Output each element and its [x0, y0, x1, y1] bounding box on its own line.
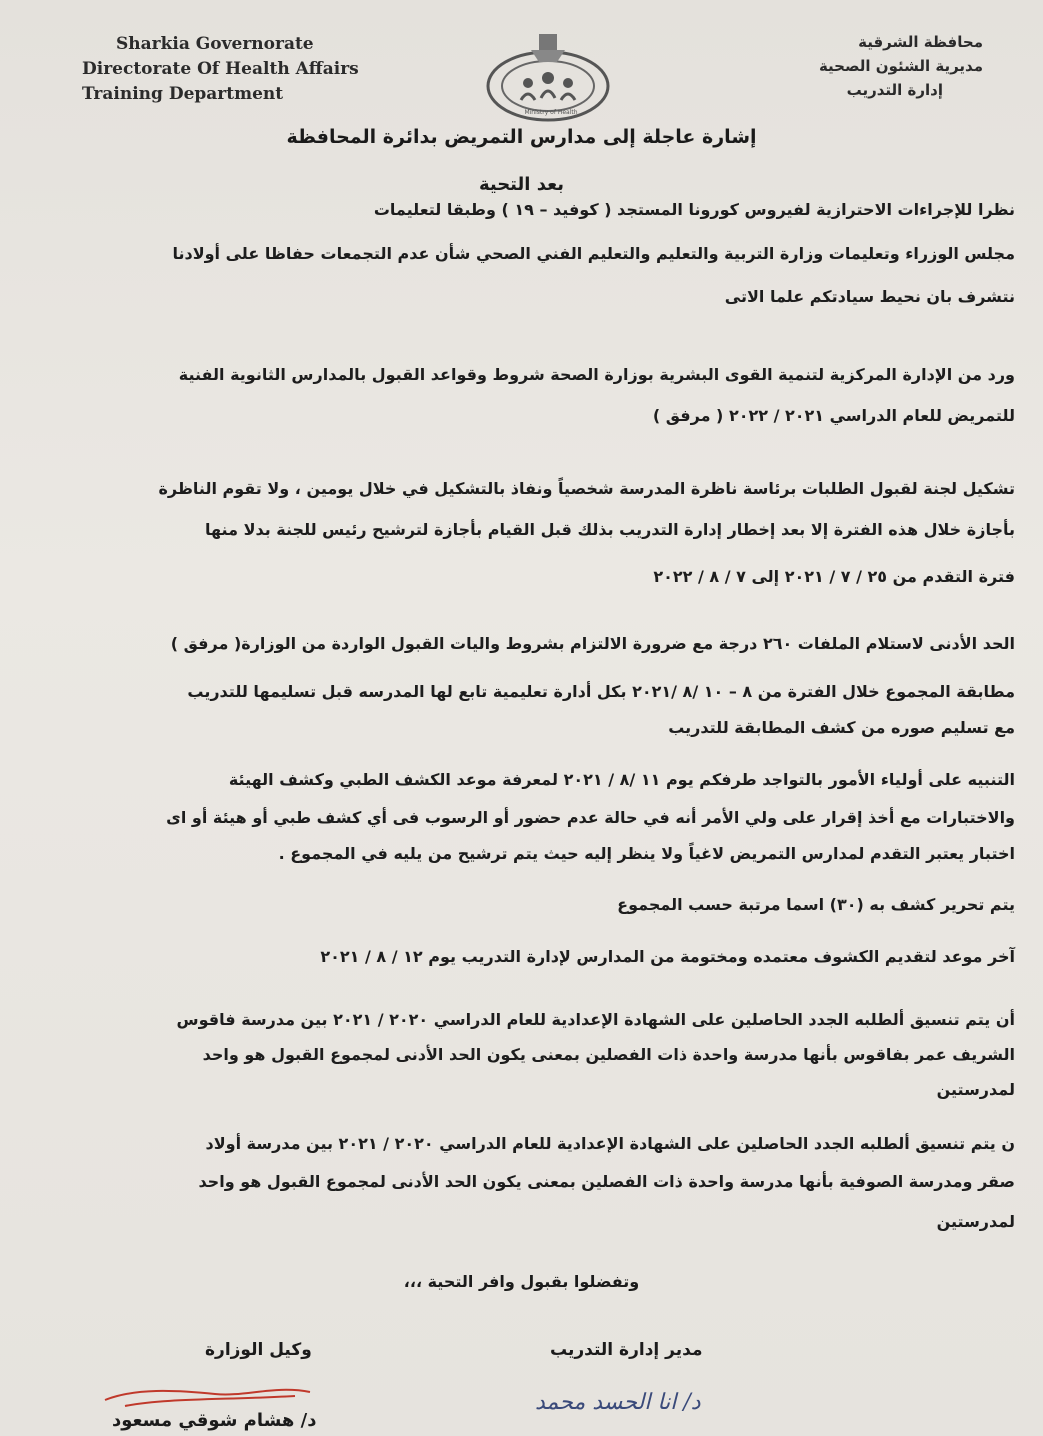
body-line: أن يتم تنسيق ألطلبه الجدد الحاصلين على الشهادة الإعدادية للعام الدراسي ٢٠٢٠ / ٢٠٢١ بين مدرسة فاقوس [176, 1010, 1015, 1029]
body-line: فترة التقدم من ٢٥ / ٧ / ٢٠٢١ إلى ٧ / ٨ / ٢٠٢٢ [653, 567, 1015, 586]
body-line: اختبار يعتبر التقدم لمدارس التمريض لاغياً ولا ينظر إليه حيث يتم ترشيح من يليه في المجموع . [278, 844, 1015, 863]
body-line: نظرا للإجراءات الاحترازية لفيروس كورونا المستجد ( كوفيد – ١٩ ) وطبقا لتعليمات [373, 200, 1015, 219]
body-line: صقر ومدرسة الصوفية بأنها مدرسة واحدة ذات الفصلين بمعنى يكون الحد الأدنى لمجموع القبول هو واحد [198, 1172, 1015, 1191]
body-line: للتمريض للعام الدراسي ٢٠٢١ / ٢٠٢٢ ( مرفق ) [652, 406, 1015, 425]
logo-text: Ministry of Health [524, 109, 578, 116]
body-line: تشكيل لجنة لقبول الطلبات برئاسة ناظرة المدرسة شخصياً ونفاذ بالتشكيل في خلال يومين ، ولا تقوم الناظرة [158, 479, 1015, 498]
ministry-logo [483, 28, 613, 123]
signature-title-right: مدير إدارة التدريب [550, 1340, 703, 1360]
signature-name-left: د/ هشام شوقي مسعود [112, 1410, 317, 1431]
body-line: والاختبارات مع أخذ إقرار على ولي الأمر أنه في حالة عدم حضور أو الرسوب فى أي كشف طبي أو هيئة أو اى [166, 808, 1015, 827]
header-en-line-2: Directorate Of Health Affairs [82, 59, 359, 79]
header-english [82, 32, 359, 107]
body-line: مجلس الوزراء وتعليمات وزارة التربية والتعليم والتعليم الفني الصحي شأن عدم التجمعات حفاظا على أولادنا [172, 244, 1015, 263]
header-ar-line-1: محافظة الشرقية [858, 33, 983, 51]
header-ar-line-2: مديرية الشئون الصحية [818, 57, 983, 75]
closing-line: وتفضلوا بقبول وافر التحية ،،، [403, 1272, 640, 1291]
body-line: مع تسليم صوره من كشف المطابقة للتدريب [668, 718, 1015, 737]
header-ar-line-3: إدارة التدريب [846, 81, 943, 99]
body-line: مطابقة المجموع خلال الفترة من ٨ – ١٠ /٨ /٢٠٢١ بكل أدارة تعليمية تابع لها المدرسه قبل تسليمها للتدريب [187, 682, 1015, 701]
header-arabic [819, 30, 983, 102]
body-line: آخر موعد لتقديم الكشوف معتمده ومختومة من المدارس لإدارة التدريب يوم ١٢ / ٨ / ٢٠٢١ [320, 947, 1015, 966]
body-line: لمدرستين [936, 1212, 1015, 1231]
signature-title-left: وكيل الوزارة [205, 1340, 312, 1360]
body-line: الشريف عمر بفاقوس بأنها مدرسة واحدة ذات الفصلين بمعنى يكون الحد الأدنى لمجموع القبول هو واحد [202, 1045, 1015, 1064]
body-line: الحد الأدنى لاستلام الملفات ٢٦٠ درجة مع ضرورة الالتزام بشروط واليات القبول الواردة من الوزارة( مرفق ) [170, 634, 1015, 653]
document-title: إشارة عاجلة إلى مدارس التمريض بدائرة المحافظة [286, 126, 757, 148]
header-en-line-3: Training Department [82, 84, 284, 104]
body-line: ورد من الإدارة المركزية لتنمية القوى البشرية بوزارة الصحة شروط وقواعد القبول بالمدارس الثانوية الفنية [178, 365, 1015, 384]
body-line: يتم تحرير كشف به (٣٠) اسما مرتبة حسب المجموع [617, 895, 1015, 914]
header-en-line-1: Sharkia Governorate [116, 34, 314, 54]
signature-name-right: د/ انا الحسد محمد [535, 1390, 701, 1415]
greeting: بعد التحية [478, 174, 565, 195]
body-line: بأجازة خلال هذه الفترة إلا بعد إخطار إدارة التدريب بذلك قبل القيام بأجازة لترشيح رئيس للجنة بدلا منها [204, 520, 1015, 539]
body-line: نتشرف بان نحيط سيادتكم علما الاتى [724, 287, 1015, 306]
body-line: ن يتم تنسيق ألطلبه الجدد الحاصلين على الشهادة الإعدادية للعام الدراسي ٢٠٢٠ / ٢٠٢١ بين مدرسة أولاد [205, 1134, 1015, 1153]
body-line: التنبيه على أولياء الأمور بالتواجد طرفكم يوم ١١ /٨ / ٢٠٢١ لمعرفة موعد الكشف الطبي وكشف الهيئة [228, 770, 1015, 789]
body-line: لمدرستين [936, 1080, 1015, 1099]
